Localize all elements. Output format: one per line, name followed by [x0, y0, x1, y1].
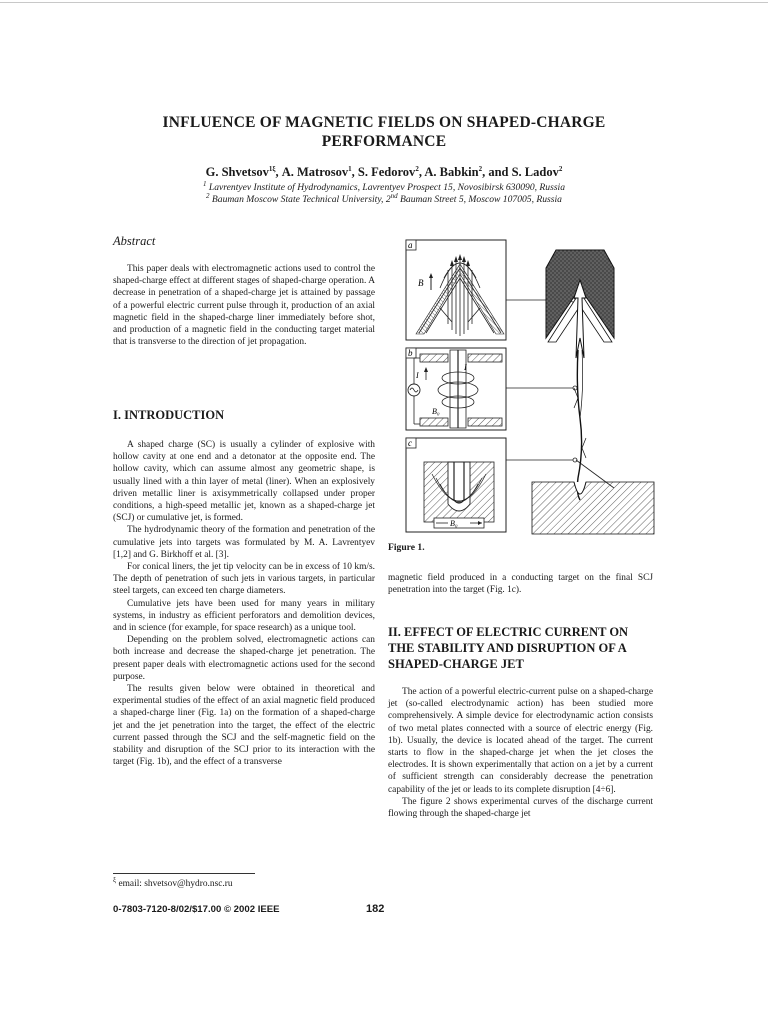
page-top-rule	[0, 2, 768, 3]
affiliation-2: $^2$ Bauman Moscow State Technical University, 2nd Bauman Street 5, Moscow 107005, Russia	[206, 191, 562, 205]
panel-a	[406, 240, 506, 340]
panel-b	[406, 348, 506, 430]
panel-b-label: b	[408, 348, 413, 358]
field-b0-label: B₀	[432, 407, 440, 416]
abstract-heading: Abstract	[113, 234, 156, 248]
paragraph: The figure 2 shows experimental curves of the discharge current flowing through the shaped-charge jet	[388, 796, 653, 820]
section-2-heading: II. EFFECT OF ELECTRIC CURRENT ON THE STABILITY AND DISRUPTION OF A SHAPED-CHARGE JET	[388, 625, 629, 671]
author-name: S. Ladov	[511, 165, 559, 179]
paragraph: Depending on the problem solved, electromagnetic actions can both increase and decrease the shaped-charge jet penetration. The present paper deals with electromagnetic actions used for the second purpose.	[113, 635, 375, 682]
figure-1-diagram	[404, 238, 656, 538]
author-name: A. Babkin	[424, 165, 479, 179]
paragraph: For conical liners, the jet tip velocity can be in excess of 10 km/s. The depth of penetration of such jets in various targets, in particular steel targets, can exceed ten charge diameters.	[113, 562, 375, 597]
abstract-body: This paper deals with electromagnetic actions used to control the shaped-charge effect at different stages of shaped-charge operation. A decrease in penetration of a shaped-charge jet is attained by passage of a powerful electric current pulse through it, production of an axial magnetic field in the shaped-charge liner immediately before shot, and production of a magnetic field in the conducting target material that is transverse to the direction of jet propagation.	[113, 264, 375, 348]
paragraph: Cumulative jets have been used for many years in military systems, in industry as efficient perforators and demolition devices, and in science (for example, for space research) as a unique tool.	[113, 598, 375, 634]
paragraph: The results given below were obtained in theoretical and experimental studies of the effect of an axial magnetic field produced a shaped-charge liner (Fig. 1a) on the formation of a shaped-charge jet and the jet penetration into the target, the effect of the electric current passed through the SCJ and the self-magnetic field on the stability and disruption of the SCJ prior to its interaction with the target (Fig. 1b), and the effect of a transverse	[113, 684, 375, 768]
author-name: G. Shvetsov	[205, 165, 269, 179]
paragraph: The hydrodynamic theory of the formation and penetration of the cumulative jets into targets was formulated by M. A. Lavrentyev [1,2] and G. Birkhoff et al. [3].	[113, 525, 375, 560]
figure-caption: Figure 1.	[388, 542, 425, 553]
panel-a-label: a	[408, 240, 413, 250]
section-2-body	[388, 686, 653, 820]
paragraph: The action of a powerful electric-current pulse on a shaped-charge jet (so-called electrodynamic action) has been studied more comprehensively. A simple device for electrodynamic action consists of two metal plates connected with a source of electric energy (Fig. 1b). Usually, the device is located ahead of the target. The current starts to flow in the shaped-charge jet when the jet closes the electrodes. It is shown experimentally that action on a jet by a current of sufficient strength can considerably decrease the penetration capability of the jet or leads to its complete disruption [4÷6].	[388, 687, 653, 795]
author-list: G. Shvetsov$^{1\xi}$, A. Matrosov$^1$, S. Fedorov$^2$, A. Babkin$^2$, and S. Ladov$^2$	[205, 164, 563, 179]
field-b0-label: B₀	[450, 519, 458, 528]
shaped-charge-illustration	[532, 250, 654, 534]
affiliation-1: $^1$ Lavrentyev Institute of Hydrodynamics, Lavrentyev Prospect 15, Novosibirsk 630090, Russia	[202, 179, 566, 193]
current-i-label: I	[464, 363, 467, 372]
panel-c-label: c	[408, 438, 412, 448]
current-i-label: I	[416, 371, 419, 380]
introduction-continuation: magnetic field produced in a conducting target on the final SCJ penetration into the target (Fig. 1c).	[388, 573, 653, 596]
footnote: $^\xi$ email: shvetsov@hydro.nsc.ru	[113, 875, 233, 889]
page-number: 182	[366, 903, 385, 915]
author-name: S. Fedorov	[357, 165, 416, 179]
introduction-heading: I. INTRODUCTION	[113, 408, 225, 422]
paper-title: INFLUENCE OF MAGNETIC FIELDS ON SHAPED-CHARGE PERFORMANCE	[162, 114, 606, 150]
author-name: A. Matrosov	[281, 165, 349, 179]
copyright-line: 0-7803-7120-8/02/$17.00 © 2002 IEEE	[113, 904, 280, 915]
panel-c	[406, 438, 506, 532]
introduction-body	[113, 439, 375, 768]
field-b-label: B	[418, 278, 424, 288]
footnote-rule	[113, 873, 255, 874]
paragraph: A shaped charge (SC) is usually a cylinder of explosive with hollow cavity at one end and a detonator at the opposite end. The hollow cavity, which can assume almost any geometric shape, is usually lined with a thin layer of metal (liner). When an explosively driven metallic liner is axisymmetrically collapsed under proper conditions, a high-speed metallic jet, known as a shaped-charge jet (SCJ) or cumulative jet, is formed.	[113, 440, 375, 524]
